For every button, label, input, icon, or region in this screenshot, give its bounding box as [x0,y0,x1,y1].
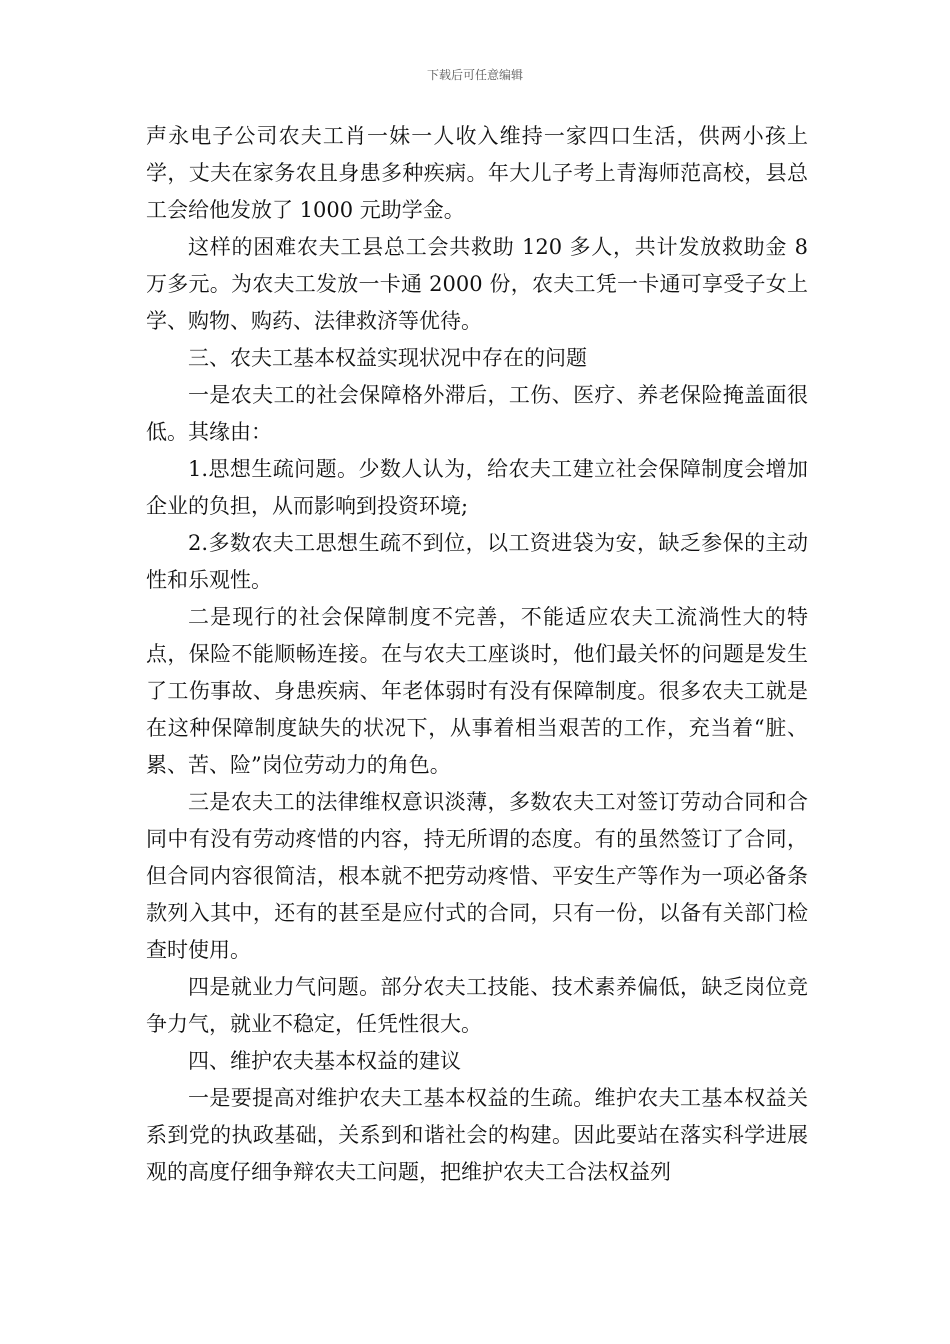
list-item-2: 2.多数农夫工思想生疏不到位，以工资进袋为安，缺乏参保的主动性和乐观性。 [146,531,808,592]
paragraph-4: 一是农夫工的社会保障格外滞后，工伤、医疗、养老保险掩盖面很低。其缘由： [146,383,808,444]
document-body [146,118,808,1191]
paragraph-2: 这样的困难农夫工县总工会共救助 120 多人，共计发放救助金 8 万多元。为农夫工发放一卡通 2000 份，农夫工凭一卡通可享受子女上学、购物、购药、法律救济等优待。 [146,235,808,333]
list-item-1: 1.思想生疏问题。少数人认为，给农夫工建立社会保障制度会增加企业的负担，从而影响到投资环境; [146,457,808,518]
paragraph-9: 四是就业力气问题。部分农夫工技能、技术素养偏低，缺乏岗位竞争力气，就业不稳定，任凭性很大。 [146,975,808,1036]
paragraph-11: 一是要提高对维护农夫工基本权益的生疏。维护农夫工基本权益关系到党的执政基础，关系到和谐社会的构建。因此要站在落实科学进展观的高度仔细争辩农夫工问题，把维护农夫工合法权益列 [146,1086,808,1184]
section-heading-4: 四、维护农夫基本权益的建议 [188,1049,461,1073]
paragraph-1: 声永电子公司农夫工肖一妹一人收入维持一家四口生活，供两小孩上学，丈夫在家务农且身患多种疾病。年大儿子考上青海师范高校，县总工会给他发放了 1000 元助学金。 [146,124,808,222]
section-heading-3: 三、农夫工基本权益实现状况中存在的问题 [188,346,587,370]
paragraph-7: 二是现行的社会保障制度不完善，不能适应农夫工流淌性大的特点，保险不能顺畅连接。在与农夫工座谈时，他们最关怀的问题是发生了工伤事故、身患疾病、年老体弱时有没有保障制度。很多农夫工就是在这种保障制度缺失的状况下，从事着相当艰苦的工作，充当着“脏、累、苦、险”岗位劳动力的角色。 [146,605,808,777]
header-note: 下载后可任意编辑 [426,68,523,82]
paragraph-8: 三是农夫工的法律维权意识淡薄，多数农夫工对签订劳动合同和合同中有没有劳动疼惜的内容，持无所谓的态度。有的虽然签订了合同，但合同内容很简洁，根本就不把劳动疼惜、平安生产等作为一项必备条款列入其中，还有的甚至是应付式的合同，只有一份，以备有关部门检查时使用。 [146,790,808,962]
